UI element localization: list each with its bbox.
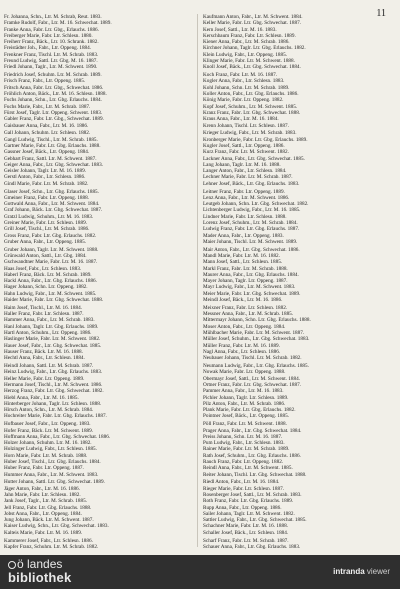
directory-entry: Keller Marie, Fabr. Ltr. Gbg. Schwechat. 1887. bbox=[203, 20, 301, 27]
directory-entry: Hager Johann, Schn. Ltr. Oppeng. 1882. bbox=[4, 284, 88, 291]
directory-entry: Pammer Anna, Fabr., Ltr. M. 16. 1883. bbox=[203, 388, 284, 395]
viewer-brand-suffix: viewer bbox=[364, 567, 390, 576]
directory-entry: Koller Anton, Fabr., Ltr. Gbg. Erlauchs. 1886. bbox=[203, 91, 299, 98]
directory-entry: Gaisbauer Anna, Fabr., Ltr. M. 16. 1886. bbox=[4, 122, 89, 129]
directory-entry: Hutter Johann, Sattl. Ltr. Gbg. Schwechat. 1889. bbox=[4, 479, 105, 486]
directory-entry: Jäger Anton, Fabr., Ltr. M. 16. 1886. bbox=[4, 485, 80, 492]
directory-entry: Gmeiner Franz, Fabr. Ltr. Oppeng. 1888. bbox=[4, 194, 89, 201]
directory-entry: Hahn Ludwig, Fabr., Ltr. M. Schwent. 1885. bbox=[4, 290, 97, 297]
directory-entry: Kammerer Josef, Fabr., Ltr. Schlesn. 1886. bbox=[4, 537, 93, 544]
directory-entry: Kaiser Ludwig, Schn., Ltr. Gbg. Schwechat. 1883. bbox=[4, 523, 109, 530]
directory-entry: Freund Ludwig, Sattl. Ltr. Gbg. M. 16. 1887. bbox=[4, 58, 98, 65]
directory-entry: Hammer Anna, Fabr., Ltr. M. Schrab. 1883. bbox=[4, 317, 95, 324]
directory-entry: Haim Josef, Tischl., Ltr. M. 16. 1884. bbox=[4, 304, 82, 311]
directory-entry: Scharf Franz, Fabr. Ltr. M. Schrab. 1887. bbox=[203, 537, 289, 544]
page-number: 11 bbox=[376, 8, 386, 19]
directory-entry: Roth Franz, Fabr. Ltr. Gbg. Erlauchs. 1889. bbox=[203, 498, 294, 505]
directory-entry: Huber Franz, Fabr. Ltr. Oppeng. 1887. bbox=[4, 465, 84, 472]
directory-entry: Haas Josef, Fabr., Ltr. Schlesn. 1883. bbox=[4, 265, 82, 272]
directory-entry: Maurer Anna, Fabr., Ltr. Gbg. Erlauchs. 1884. bbox=[203, 271, 299, 278]
directory-entry: Kugler Josef, Sattl., Ltr. Oppeng. 1886. bbox=[203, 142, 285, 149]
directory-entry: Neubauer Johann, Tischl. Ltr. M. Schrab. 1882. bbox=[203, 355, 302, 362]
directory-entry: Nagl Anna, Fabr., Ltr. Schlesn. 1886. bbox=[203, 348, 281, 355]
directory-entry: Gall Johann, Schuhm. Ltr. Schlesn. 1882. bbox=[4, 130, 91, 137]
directory-entry: Rosenberger Josef, Sattl., Ltr. M. Schrab. 1883. bbox=[203, 491, 302, 498]
directory-entry: Ortner Franz, Fabr. Ltr. Gbg. Schwechat. 1887. bbox=[203, 381, 301, 388]
directory-entry: Meier Marie, Fabr. Ltr. Gbg. Schwechat. 1889. bbox=[203, 290, 301, 297]
directory-entry: Sattler Ludwig, Fabr., Ltr. Gbg. Schwechat. 1885. bbox=[203, 517, 307, 524]
directory-entry: Leitner Franz, Fabr. Ltr. Oppeng. 1889. bbox=[203, 188, 285, 195]
directory-entry: Fritsch Anna, Fabr. Ltr. Gbg., Schwechat. 1886. bbox=[4, 84, 104, 91]
directory-entry: Krieger Ludwig, Fabr., Ltr. M. Schrab. 1883. bbox=[203, 130, 297, 137]
directory-entry: Heller Marie, Fabr. Ltr. Oppeng. 1889. bbox=[4, 375, 85, 382]
directory-entry: Mader Anna, Fabr., Ltr. Oppeng. 1883. bbox=[203, 232, 284, 239]
directory-entry: Ludwig Franz, Fabr. Ltr. Gbg. Erlauchs. 1887. bbox=[203, 226, 300, 233]
directory-entry: Gindl Marie, Fabr. Ltr. M. Schrab. 1882. bbox=[4, 180, 89, 187]
left-column bbox=[4, 14, 193, 549]
directory-entry: Geiger Anna, Fabr., Ltr. Gbg. Schwechat. 1883. bbox=[4, 161, 103, 168]
directory-entry: Grünwald Anton, Sattl., Ltr. Gbg. 1884. bbox=[4, 252, 87, 259]
directory-entry: Klein Ludwig, Fabr., Ltr. Oppeng. 1885. bbox=[203, 51, 287, 58]
directory-entry: Hackl Anna, Fabr., Ltr. Gbg. Erlauchs. 1886. bbox=[4, 278, 97, 285]
right-column bbox=[203, 14, 393, 549]
directory-entry: Lichtenberger Ludwig, Fabr., Ltr. M. 16. 1885. bbox=[203, 207, 301, 214]
directory-entry: Kaufmann Anton, Fabr., Ltr. M. Schwent. 1884. bbox=[203, 14, 303, 20]
directory-entry: Holzinger Ludwig, Fabr., Ltr. Schlesn. 1885. bbox=[4, 446, 97, 453]
directory-entry: Kohl Johann, Schn. Ltr. M. Schrab. 1889. bbox=[203, 84, 290, 91]
directory-entry: Kurz Franz, Fabr. Ltr. M. Schwent. 1882. bbox=[203, 149, 289, 156]
directory-entry: Rupp Anna, Fabr., Ltr. Oppeng. 1886. bbox=[203, 504, 282, 511]
directory-entry: Riedl Anton, Fabr., Ltr. M. 16. 1884. bbox=[203, 479, 280, 486]
directory-entry: Krenn Johann, Tischl. Ltr. Schlesn. 1887. bbox=[203, 122, 289, 129]
directory-entry: Kerschbaum Franz, Fabr. Ltr. Schlesn. 1889. bbox=[203, 32, 296, 39]
directory-entry: Hummer Anna, Fabr., Ltr. M. Schwent. 1883. bbox=[4, 471, 99, 478]
directory-entry: Hiebl Anna, Fabr., Ltr. M. 16. 1885. bbox=[4, 394, 79, 401]
directory-entry: Gerstl Anton, Fabr., Ltr. Schlesn. 1886. bbox=[4, 174, 86, 181]
directory-entry: Mann Josef, Sattl., Ltr. Schlesn. 1885. bbox=[203, 259, 283, 266]
directory-entry: Reiter Johann, Tischl. Ltr. Gbg. Schwechat. 1888. bbox=[203, 471, 307, 478]
directory-entry: Fuchs Johann, Schn., Ltr. Gbg. Erlauchs. 1884. bbox=[4, 97, 102, 104]
directory-entry: Schauer Anna, Fabr., Ltr. Gbg. Erlauchs. 1883. bbox=[203, 543, 301, 549]
directory-entry: Gruber Johann, Taglr. Ltr. M. Schwent. 1888. bbox=[4, 246, 99, 253]
directory-entry: Haslinger Marie, Fabr. Ltr. M. Schwent. 1882. bbox=[4, 336, 101, 343]
directory-entry: Friedrich Josef, Schuhm. Ltr. M. Schrab. 1889. bbox=[4, 72, 102, 79]
directory-entry: Leutgeb Johann, Schn. Ltr. Gbg. Schwechat. 1882. bbox=[203, 201, 309, 208]
directory-entry: Frenkner Franz, Tischl. Ltr. M. Schrab. 1883. bbox=[4, 51, 99, 58]
directory-entry: Herzog Franz, Fabr. Ltr. Gbg. Schwechat. 1882. bbox=[4, 388, 104, 395]
directory-entry: Gratzl Ludwig, Schuhm., Ltr. M. 16. 1883. bbox=[4, 213, 94, 220]
directory-entry: Kronberger Marie, Fabr. Ltr. Gbg. Erlauchs. 1889. bbox=[203, 136, 308, 143]
directory-entry: Lorenz Josef, Schuhm., Ltr. M. Schrab. 1884. bbox=[203, 220, 298, 226]
directory-entry: Mühlbacher Marie, Fabr. Ltr. M. Schwent. 1887. bbox=[203, 330, 305, 337]
directory-entry: Pum Ludwig, Fabr., Ltr. Schlesn. 1883. bbox=[203, 440, 285, 447]
directory-entry: Obermayr Josef, Sattl., Ltr. M. Schwent. 1884. bbox=[203, 375, 300, 382]
directory-entry: Kranz Franz, Fabr. Ltr. Gbg. Schwechat. 1888. bbox=[203, 109, 301, 116]
directory-entry: Freiherr Franz, Bäck., Ltr. 10. Schrank. 1882. bbox=[4, 39, 99, 46]
directory-entry: Gross Franz, Fabr. Ltr. Gbg. Erlauchs. 1882. bbox=[4, 232, 97, 239]
directory-entry: Gangl Ludwig, Tischl., Ltr. M. Schrab. 1885. bbox=[4, 136, 98, 143]
directory-entry: Prager Anna, Fabr., Ltr. Gbg. Schwechat. 1884. bbox=[203, 427, 302, 434]
directory-entry: Gartner Marie, Fabr. Ltr. Gbg. Erlauchs. 1888. bbox=[4, 142, 101, 149]
directory-entry: Kapfer Franz, Schuhm. Ltr. M. Schrab. 1882. bbox=[4, 543, 99, 549]
directory-entry: Freiberger Marie, Fabr. Ltr. Schlesn. 1880. bbox=[4, 32, 93, 39]
directory-entry: Hanl Johann, Taglr. Ltr. Gbg. Erlauchs. 1889. bbox=[4, 323, 99, 330]
directory-entry: Gruber Anna, Fabr., Ltr. Oppeng. 1885. bbox=[4, 238, 86, 245]
directory-entry: Plank Marie, Fabr. Ltr. Gbg. Erlauchs. 1882. bbox=[203, 407, 296, 414]
library-logo-line1: ö landes bbox=[17, 557, 63, 571]
directory-entry: Hofer Franz, Bäck. Ltr. M. Schwent. 1889. bbox=[4, 427, 94, 434]
directory-entry: Pointner Josef, Bäck., Ltr. Oppeng. 1885. bbox=[203, 413, 290, 420]
directory-entry: Jobst Anna, Fabr., Ltr. Oppeng. 1884. bbox=[4, 510, 82, 517]
directory-entry: Meindl Josef, Bäck., Ltr. M. 16. 1886. bbox=[203, 297, 283, 304]
directory-entry: Lang Johann, Taglr. Ltr. M. 16. 1888. bbox=[203, 161, 281, 168]
directory-entry: Kiener Anna, Fabr., Ltr. M. Schrab. 1886. bbox=[203, 39, 290, 46]
directory-entry: Hauser Franz, Bäck. Ltr. M. 16. 1888. bbox=[4, 348, 83, 355]
directory-entry: Moser Anton, Fabr., Ltr. Oppeng. 1884. bbox=[203, 323, 286, 330]
directory-entry: Frisch Franz, Fabr., Ltr. Oppeng. 1885. bbox=[4, 78, 86, 85]
directory-entry: Maier Johann, Tischl. Ltr. M. Schwent. 1889. bbox=[203, 238, 298, 245]
column-divider bbox=[197, 14, 198, 547]
directory-entry: Hoffmann Anna, Fabr., Ltr. Gbg. Schwechat. 1886. bbox=[4, 433, 111, 440]
directory-entry: Koch Franz, Fabr. Ltr. M. 16. 1887. bbox=[203, 72, 278, 79]
directory-entry: Jank Josef, Taglr., Ltr. M. Schrab. 1885. bbox=[4, 498, 87, 505]
directory-entry: Schachner Marie, Fabr. Ltr. M. 16. 1888. bbox=[203, 523, 288, 530]
directory-entry: Gassner Josef, Bäck., Ltr. Oppeng. 1884. bbox=[4, 149, 90, 156]
viewer-footer bbox=[0, 555, 400, 589]
directory-entry: Preiss Johann, Schn. Ltr. M. 16. 1887. bbox=[203, 433, 283, 440]
directory-entry: Müller Josef, Schuhm., Ltr. Gbg. Schwechat. 1883. bbox=[203, 336, 310, 343]
directory-entry: Fröhlich Anton, Bäck., Ltr. M. 16. Schlesn. 1888. bbox=[4, 91, 107, 98]
directory-entry: Geisler Johann, Taglr. Ltr. M. 16. 1889. bbox=[4, 168, 86, 175]
directory-entry: Hechtl Anna, Fabr., Ltr. Schlesn. 1884. bbox=[4, 355, 85, 362]
directory-entry: Pilz Anton, Fabr., Ltr. M. Schrab. 1886. bbox=[203, 400, 286, 407]
directory-entry: König Marie, Fabr. Ltr. Oppeng. 1882. bbox=[203, 97, 284, 104]
directory-entry: Hartl Anton, Schuhm., Ltr. Oppeng. 1886. bbox=[4, 330, 92, 337]
directory-entry: Freistädter Joh., Fabr., Ltr. Oppeng. 1884. bbox=[4, 45, 92, 52]
directory-entry: Rainer Marie, Fabr. Ltr. M. Schrab. 1889. bbox=[203, 446, 290, 453]
directory-entry: Haberl Franz, Bäck. Ltr. M. Schrab. 1889. bbox=[4, 271, 92, 278]
directory-entry: Jahn Marie, Fabr. Ltr. Schlesn. 1882. bbox=[4, 491, 81, 498]
directory-entry: Fr. Johanna, Schn., Ltr. M. Schrab, Reut. 1883. bbox=[4, 14, 102, 20]
directory-entry: Lehner Josef, Bäck., Ltr. Gbg. Erlauchs. 1883. bbox=[203, 180, 300, 187]
directory-entry: Gottwald Anna, Fabr., Ltr. M. Schwent. 1884. bbox=[4, 201, 100, 208]
directory-entry: Glaser Josef, Schn., Ltr. Gbg. Erlauchs. 1885. bbox=[4, 188, 99, 195]
directory-entry: Lindner Marie, Fabr. Ltr. Schlesn. 1888. bbox=[203, 213, 287, 220]
directory-entry: Langer Anton, Fabr., Ltr. Schlesn. 1884. bbox=[203, 168, 287, 175]
directory-entry: Kirchner Johann, Taglr. Ltr. Gbg. Erlauchs. 1882. bbox=[203, 45, 306, 52]
directory-entry: Hochreiter Marie, Fabr. Ltr. Gbg. Erlauchs. 1887. bbox=[4, 413, 107, 420]
directory-entry: Horn Marie, Fabr. Ltr. M. Schrab. 1888. bbox=[4, 452, 88, 459]
directory-entry: Kern Josef, Sattl., Ltr. M. 16. 1883. bbox=[203, 26, 277, 33]
directory-entry: Markl Franz, Fabr. Ltr. M. Schrab. 1888. bbox=[203, 265, 288, 272]
directory-entry: Framke Rudolf, Fabr., Ltr. M. 16. Schwechat. 1889. bbox=[4, 20, 112, 27]
directory-entry: Reindl Anna, Fabr., Ltr. M. Schwent. 1885. bbox=[203, 465, 293, 472]
directory-entry: Friedl Johann, Taglr., Ltr. M. Schwent. 1890. bbox=[4, 64, 98, 71]
viewer-brand-prefix: intranda bbox=[333, 567, 365, 576]
directory-entry: Mair Anton, Fabr., Ltr. Gbg. Schwechat. 1886. bbox=[203, 246, 300, 253]
directory-entry: Heinz Ludwig, Fabr., Ltr. Gbg. Erlauchs. 1883. bbox=[4, 369, 103, 376]
directory-entry: Mayer Johann, Taglr. Ltr. Oppeng. 1887. bbox=[203, 278, 288, 285]
library-logo-icon bbox=[8, 561, 16, 569]
directory-entry: Kogler Anna, Fabr., Ltr. Schlesn. 1883. bbox=[203, 78, 285, 85]
directory-entry: Lechner Marie, Fabr. Ltr. M. Schrab. 1887. bbox=[203, 174, 293, 181]
directory-entry: Jell Franz, Fabr. Ltr. Gbg. Erlauchs. 1888. bbox=[4, 504, 92, 511]
directory-entry: Lenz Anna, Fabr., Ltr. M. Schwent. 1886. bbox=[203, 194, 290, 201]
library-logo-line2: bibliothek bbox=[8, 570, 72, 585]
directory-entry: Rath Josef, Schuhm., Ltr. Gbg. Erlauchs. 1886. bbox=[203, 452, 301, 459]
directory-entry: Mayr Ludwig, Fabr., Ltr. M. Schwent. 1883. bbox=[203, 284, 296, 291]
directory-entry: Haider Marie, Fabr. Ltr. Gbg. Schwechat. 1888. bbox=[4, 297, 104, 304]
directory-entry: Hermann Josef, Tischl., Ltr. M. Schwent. 1886. bbox=[4, 381, 103, 388]
directory-entry: Mittermayr Johann, Schn. Ltr. Gbg. Erlauchs. 1888. bbox=[203, 317, 311, 324]
directory-entry: Knoll Josef, Bäck., Ltr. Gbg. Schwechat. 1884. bbox=[203, 64, 301, 71]
directory-entry: Haller Franz, Fabr. Ltr. Schlesn. 1887. bbox=[4, 311, 84, 318]
directory-entry: Gschwandtner Marie, Fabr. Ltr. M. 16. 1887. bbox=[4, 259, 98, 266]
directory-entry: Grill Josef, Tischl., Ltr. M. Schrab. 1886. bbox=[4, 226, 90, 233]
directory-entry: Holzer Johann, Schuhm. Ltr. M. 16. 1882. bbox=[4, 440, 92, 447]
directory-entry: Hirsch Anton, Schn., Ltr. M. Schrab. 1884. bbox=[4, 407, 94, 414]
directory-entry: Nowak Marie, Fabr. Ltr. Oppeng. 1888. bbox=[203, 369, 286, 376]
directory-entry: Klinger Marie, Fabr. Ltr. M. Schwent. 1888. bbox=[203, 58, 295, 65]
directory-entry: Kopf Josef, Schuhm., Ltr. M. Schwent. 1885. bbox=[203, 103, 298, 110]
directory-entry: Gebhart Franz, Sattl. Ltr. M. Schwent. 1887. bbox=[4, 155, 97, 162]
directory-entry: Gabler Franz, Fabr. Ltr. Gbg., Schwechat. 1889. bbox=[4, 116, 104, 123]
directory-entry: Hofbauer Josef, Fabr., Ltr. Oppeng. 1883. bbox=[4, 421, 91, 428]
directory-entry: Sailer Johann, Taglr. Ltr. M. Schwent. 1882. bbox=[203, 510, 295, 517]
directory-entry: Meixner Franz, Fabr. Ltr. Schlesn. 1882. bbox=[203, 304, 288, 311]
directory-entry: Rieger Marie, Fabr. Ltr. Schlesn. 1887. bbox=[203, 485, 284, 492]
directory-entry: Greiner Marie, Fabr. Ltr. Schlesn. 1889. bbox=[4, 220, 87, 226]
directory-entry: Pichler Johann, Taglr. Ltr. Schlesn. 1889. bbox=[203, 394, 289, 401]
directory-entry: Lackner Anna, Fabr., Ltr. Gbg. Schwechat. 1885. bbox=[203, 155, 305, 162]
directory-entry: Fürst Josef, Taglr. Ltr. Oppeng. Schwent. 1883. bbox=[4, 109, 103, 116]
directory-entry: Heindl Johann, Sattl. Ltr. M. Schrab. 1887. bbox=[4, 363, 94, 370]
directory-entry: Huber Josef, Tischl., Ltr. Gbg. Erlauchs. 1884. bbox=[4, 458, 101, 465]
directory-entry: Rauch Franz, Fabr. Ltr. Oppeng. 1882. bbox=[203, 458, 284, 465]
directory-entry: Messner Anna, Fabr., Ltr. M. Schrab. 1885. bbox=[203, 311, 294, 318]
directory-entry: Jung Johann, Bäck. Ltr. M. Schwent. 1887. bbox=[4, 517, 94, 524]
directory-entry: Pöll Franz, Fabr. Ltr. M. Schwent. 1888. bbox=[203, 421, 287, 428]
directory-entry: Kraus Anna, Fabr., Ltr. M. 16. 1884. bbox=[203, 116, 279, 123]
directory-entry: Schaller Josef, Bäck., Ltr. Schlesn. 1884. bbox=[203, 529, 289, 536]
directory-entry: Neumann Ludwig, Fabr., Ltr. Gbg. Erlauchs. 1885. bbox=[203, 363, 309, 370]
directory-entry: Graf Johann, Bäck. Ltr. Gbg. Schwechat. 1887. bbox=[4, 207, 103, 214]
directory-entry: Fuchs Marie, Fabr., Ltr. M. Schrab. 1887. bbox=[4, 103, 91, 110]
viewer-brand[interactable] bbox=[333, 567, 390, 576]
directory-entry: Franke Anna, Fabr. Ltr. Gbg., Erlauchs. 1886. bbox=[4, 26, 99, 33]
directory-entry: Mandl Marie, Fabr. Ltr. M. 16. 1882. bbox=[203, 252, 280, 259]
library-logo[interactable] bbox=[8, 558, 71, 584]
directory-entry: Müller Franz, Fabr. Ltr. M. 16. 1889. bbox=[203, 342, 280, 349]
directory-entry: Hinterberger Johann, Taglr. Ltr. Schlesn. 1888. bbox=[4, 400, 102, 407]
directory-entry: Kalteis Marie, Fabr. Ltr. M. 16. 1889. bbox=[4, 529, 83, 536]
directory-entry: Hauer Josef, Fabr., Ltr. Gbg. Schwechat. 1885. bbox=[4, 342, 102, 349]
